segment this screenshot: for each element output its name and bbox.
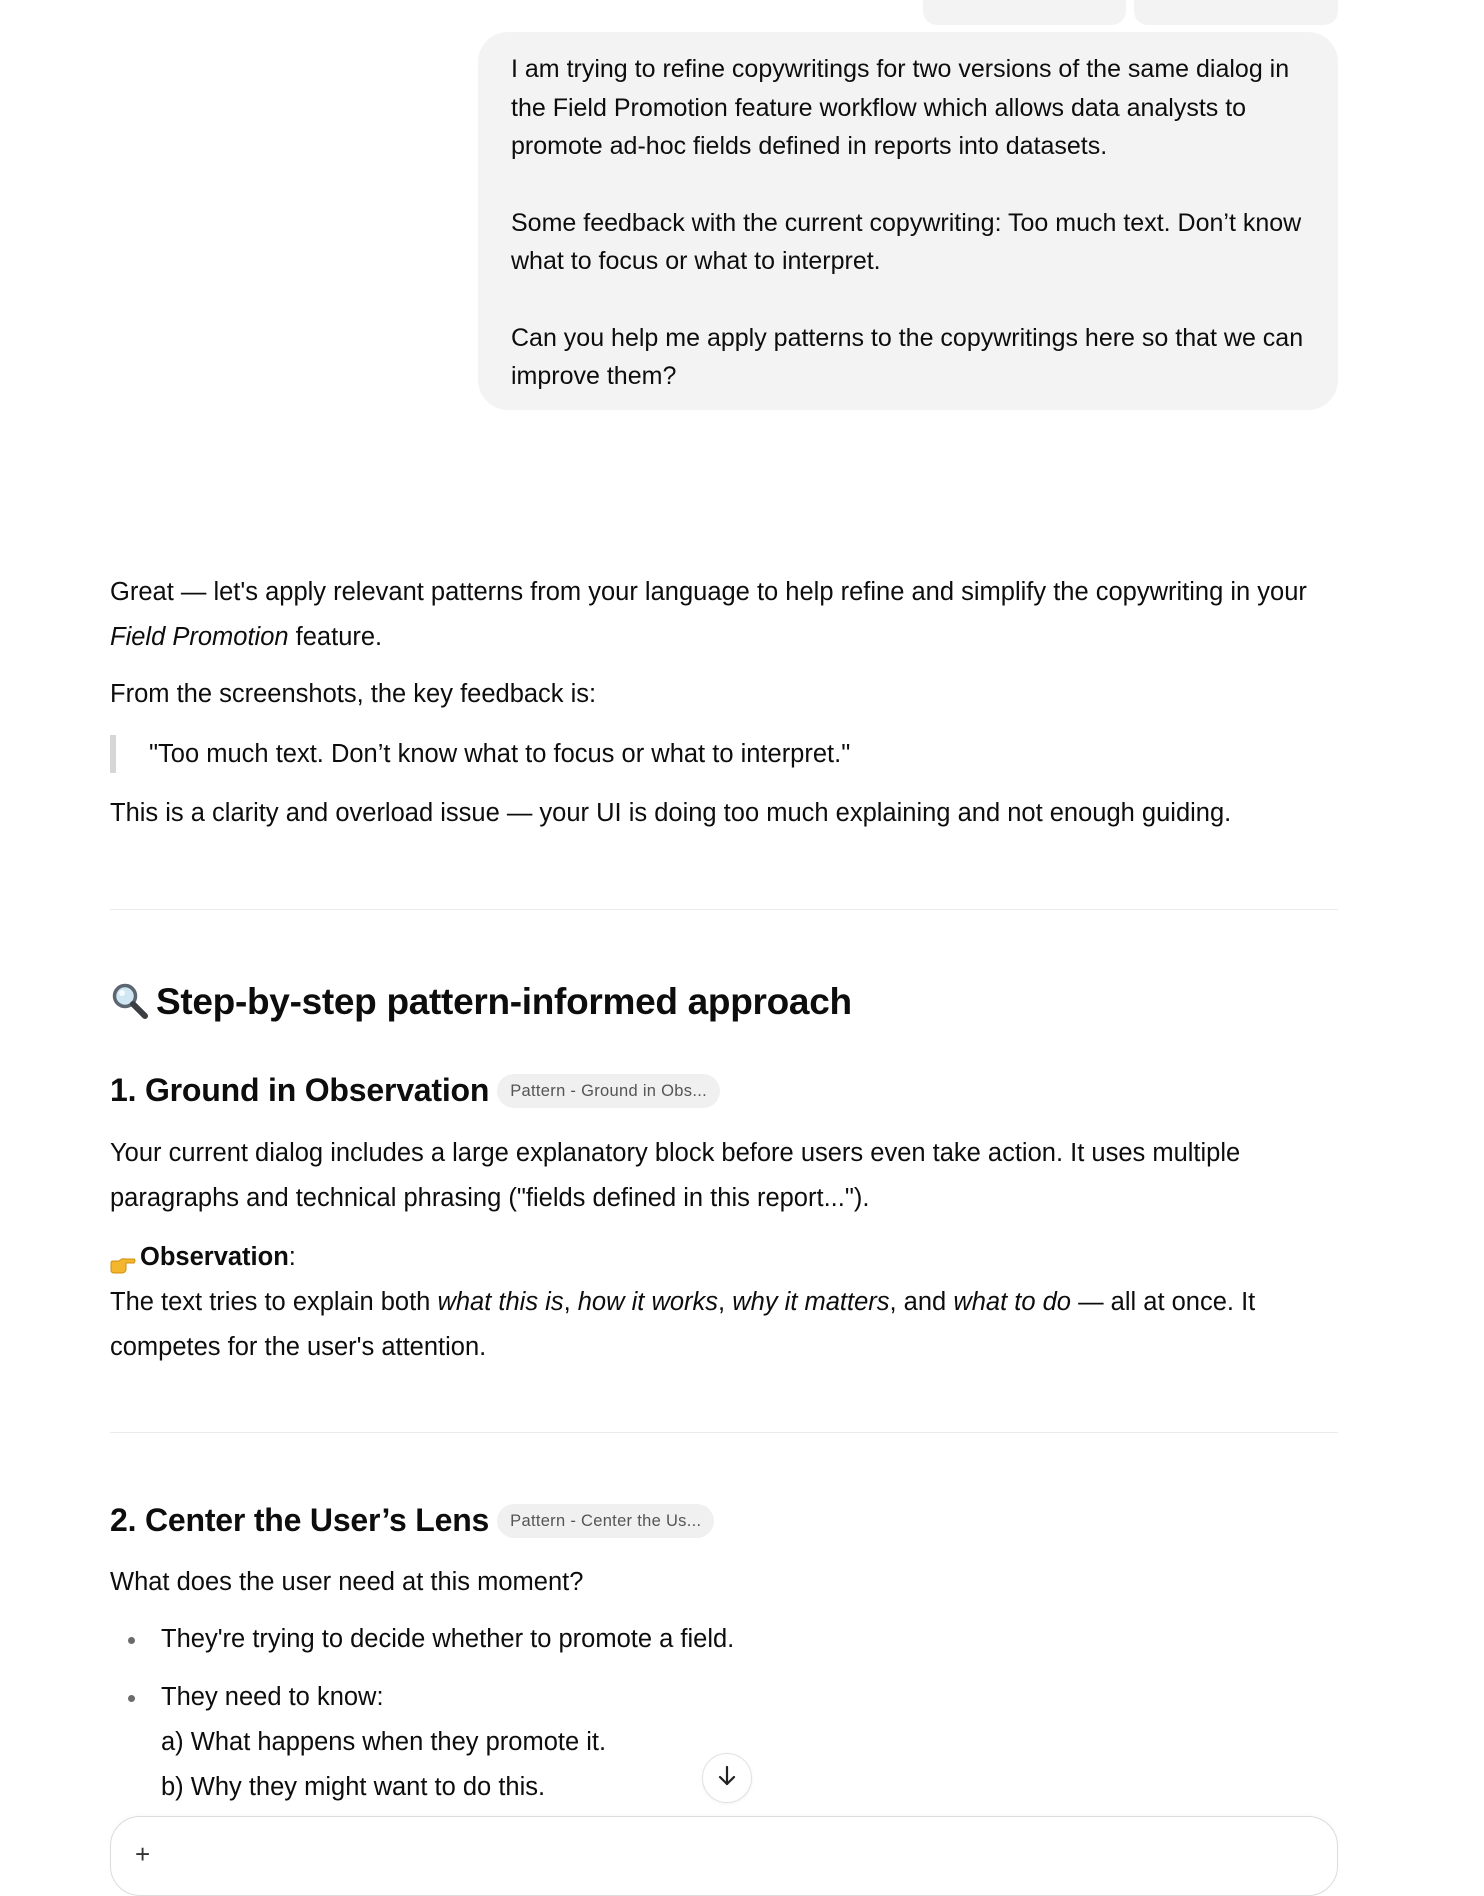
- intro-paragraph: Great — let's apply relevant patterns from your language to help refine and simplify the copywriting in your Field Promotion feature.: [110, 578, 1307, 651]
- user-message-bubble: [478, 32, 1338, 410]
- observation-block: [110, 1235, 1338, 1370]
- message-composer[interactable]: [110, 1816, 1338, 1896]
- section-1-heading: 1. Ground in Observation Pattern - Ground in Obs...: [110, 1070, 720, 1110]
- scroll-to-bottom-button[interactable]: [702, 1753, 752, 1803]
- list-item: They need to know: a) What happens when they promote it. b) Why they might want to do this.: [110, 1675, 1338, 1810]
- arrow-down-icon: [715, 1764, 739, 1793]
- observation-label: Observation:: [110, 1235, 1338, 1280]
- user-message-paragraph: Some feedback with the current copywriting: Too much text. Don’t know what to focus or what to interpret.: [511, 208, 1302, 275]
- section-2-heading: 2. Center the User’s Lens Pattern - Center the Us...: [110, 1500, 714, 1540]
- assistant-message: [110, 570, 1338, 1801]
- pattern-pill[interactable]: Pattern - Ground in Obs...: [497, 1074, 720, 1108]
- list-item: They're trying to decide whether to promote a field.: [110, 1617, 1338, 1662]
- section-divider: [110, 909, 1338, 910]
- issue-paragraph: This is a clarity and overload issue — your UI is doing too much explaining and not enough guiding.: [110, 799, 1232, 827]
- user-need-question: What does the user need at this moment?: [110, 1568, 584, 1596]
- add-attachment-button[interactable]: +: [135, 1839, 151, 1869]
- approach-heading: Step-by-step pattern-informed approach: [110, 980, 852, 1024]
- user-message-paragraph: Can you help me apply patterns to the copywritings here so that we can improve them?: [511, 323, 1304, 390]
- magnifying-glass-icon: [110, 981, 150, 1021]
- key-feedback-paragraph: From the screenshots, the key feedback is:: [110, 680, 597, 708]
- feedback-quote: "Too much text. Don’t know what to focus or what to interpret.": [110, 735, 1338, 773]
- pointing-right-icon: [110, 1245, 136, 1265]
- section-1-body: Your current dialog includes a large explanatory block before users even take action. It uses multiple paragraphs and technical phrasing ("fields defined in this report...").: [110, 1139, 1241, 1212]
- pattern-pill[interactable]: Pattern - Center the Us...: [497, 1504, 714, 1538]
- section-divider: [110, 1432, 1338, 1433]
- user-message-paragraph: I am trying to refine copywritings for two versions of the same dialog in the Field Promotion feature workflow which allows data analysts to promote ad-hoc fields defined in reports into datasets.: [511, 55, 1290, 160]
- observation-text: The text tries to explain both what this is, how it works, why it matters, and what to do — all at once. It competes for the user's attention.: [110, 1288, 1256, 1361]
- attachment-thumbnail[interactable]: [923, 0, 1126, 25]
- attachment-thumbnail[interactable]: [1134, 0, 1338, 25]
